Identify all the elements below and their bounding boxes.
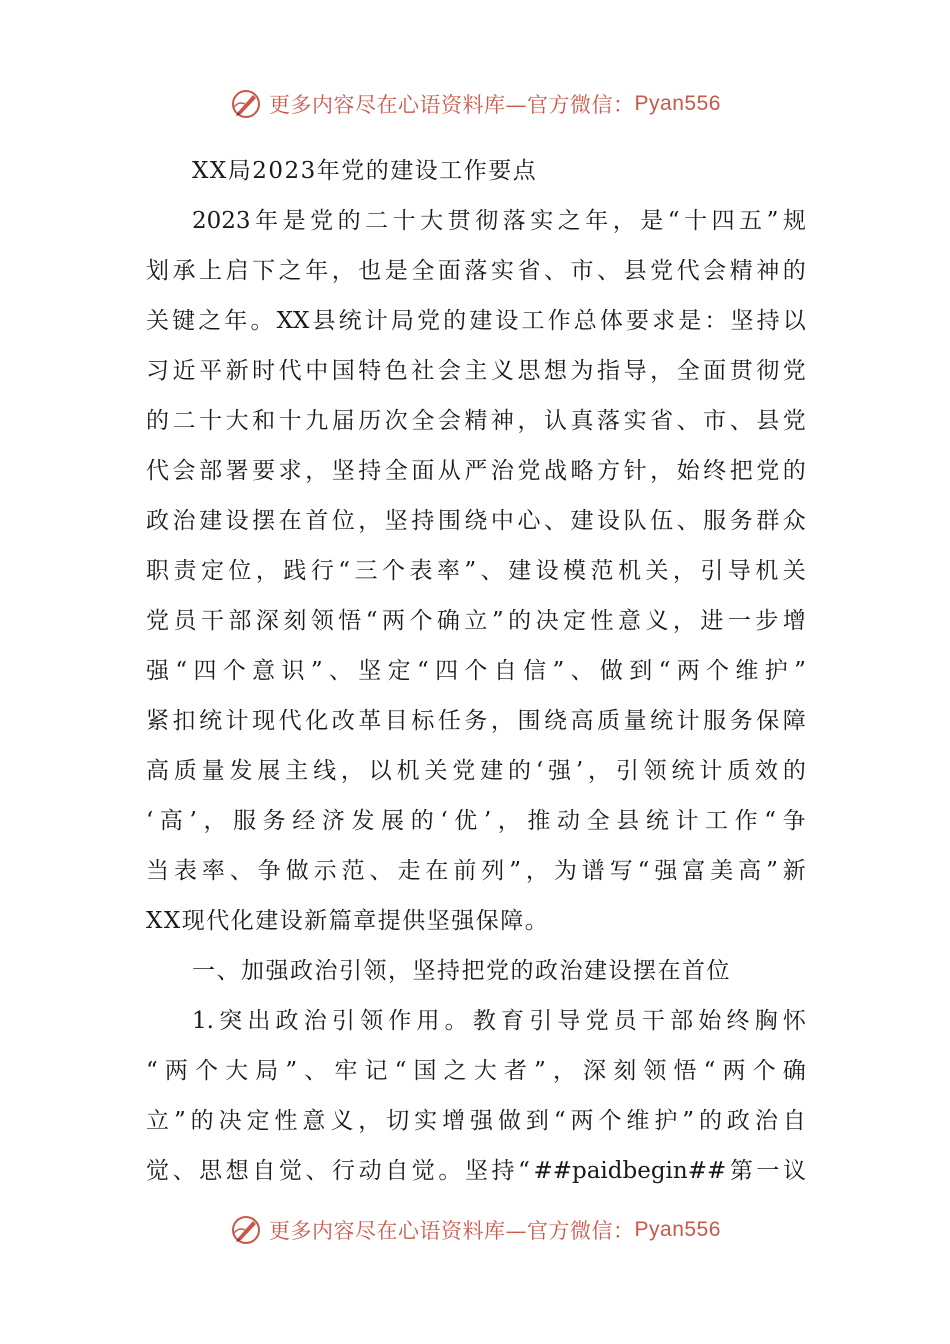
text-line: 代 会 部 署 要 求 ， 坚 持 全 面 从 严 治 党 战 略 方 针 ， 始 终 把 党 的: [146, 458, 806, 484]
text-line: 习 近 平 新 时 代 中 国 特 色 社 会 主 义 思 想 为 指 导 ， 全 面 贯 彻 党: [146, 358, 806, 384]
text-line: 关 键 之 年 。 XX 县 统 计 局 党 的 建 设 工 作 总 体 要 求 是 ： 坚 持 以: [146, 308, 806, 334]
watermark-header: [0, 80, 950, 128]
watermark-text: 更多内容尽在心语资料库—官方微信：: [269, 1219, 635, 1243]
text-line: XX现代化建设新篇章提供坚强保障。: [146, 908, 550, 934]
text-line: 1. 突 出 政 治 引 领 作 用 。 教 育 引 导 党 员 干 部 始 终 胸 怀: [192, 1008, 806, 1034]
watermark-wechat-id: Pyan556: [634, 1218, 721, 1241]
watermark-text: 更多内容尽在心语资料库—官方微信：: [269, 93, 635, 117]
text-line: 一、加强政治引领，坚持把党的政治建设摆在首位: [192, 958, 731, 984]
document-body: [146, 146, 806, 1196]
text-line: ‘ 高 ’ ， 服 务 经 济 发 展 的 ‘ 优 ’ ， 推 动 全 县 统 计 工 作 “ 争: [146, 808, 806, 834]
watermark-wechat-id: Pyan556: [634, 92, 721, 115]
pen-logo-icon: [229, 1213, 263, 1247]
text-line: 当 表 率 、 争 做 示 范 、 走 在 前 列 ” ， 为 谱 写 “ 强 富 美 高 ” 新: [146, 858, 806, 884]
text-line: 的 二 十 大 和 十 九 届 历 次 全 会 精 神 ， 认 真 落 实 省 、 市 、 县 党: [146, 408, 806, 434]
text-line: 高 质 量 发 展 主 线 ， 以 机 关 党 建 的 ‘ 强 ’ ， 引 领 统 计 质 效 的: [146, 758, 806, 784]
pen-logo-icon: [229, 87, 263, 121]
text-line: 紧 扣 统 计 现 代 化 改 革 目 标 任 务 ， 围 绕 高 质 量 统 计 服 务 保 障: [146, 708, 806, 734]
text-line: 2023 年 是 党 的 二 十 大 贯 彻 落 实 之 年 ， 是 “ 十 四 五 ” 规: [192, 208, 806, 234]
text-line: 划 承 上 启 下 之 年 ， 也 是 全 面 落 实 省 、 市 、 县 党 代 会 精 神 的: [146, 258, 806, 284]
text-line: 觉 、 思 想 自 觉 、 行 动 自 觉 。 坚 持 “ ##paidbegin## 第 一 议: [146, 1158, 806, 1184]
text-line: XX局2023年党的建设工作要点: [192, 158, 538, 184]
watermark-footer: [0, 1206, 950, 1254]
text-line: 立 ” 的 决 定 性 意 义 ， 切 实 增 强 做 到 “ 两 个 维 护 ” 的 政 治 自: [146, 1108, 806, 1134]
text-line: 职 责 定 位 ， 践 行 “ 三 个 表 率 ” 、 建 设 模 范 机 关 ， 引 导 机 关: [146, 558, 806, 584]
text-line: “ 两 个 大 局 ” 、 牢 记 “ 国 之 大 者 ” ， 深 刻 领 悟 “ 两 个 确: [146, 1058, 806, 1084]
text-line: 强 “ 四 个 意 识 ” 、 坚 定 “ 四 个 自 信 ” 、 做 到 “ 两 个 维 护 ”: [146, 658, 806, 684]
text-line: 党 员 干 部 深 刻 领 悟 “ 两 个 确 立 ” 的 决 定 性 意 义 ， 进 一 步 增: [146, 608, 806, 634]
text-line: 政 治 建 设 摆 在 首 位 ， 坚 持 围 绕 中 心 、 建 设 队 伍 、 服 务 群 众: [146, 508, 806, 534]
